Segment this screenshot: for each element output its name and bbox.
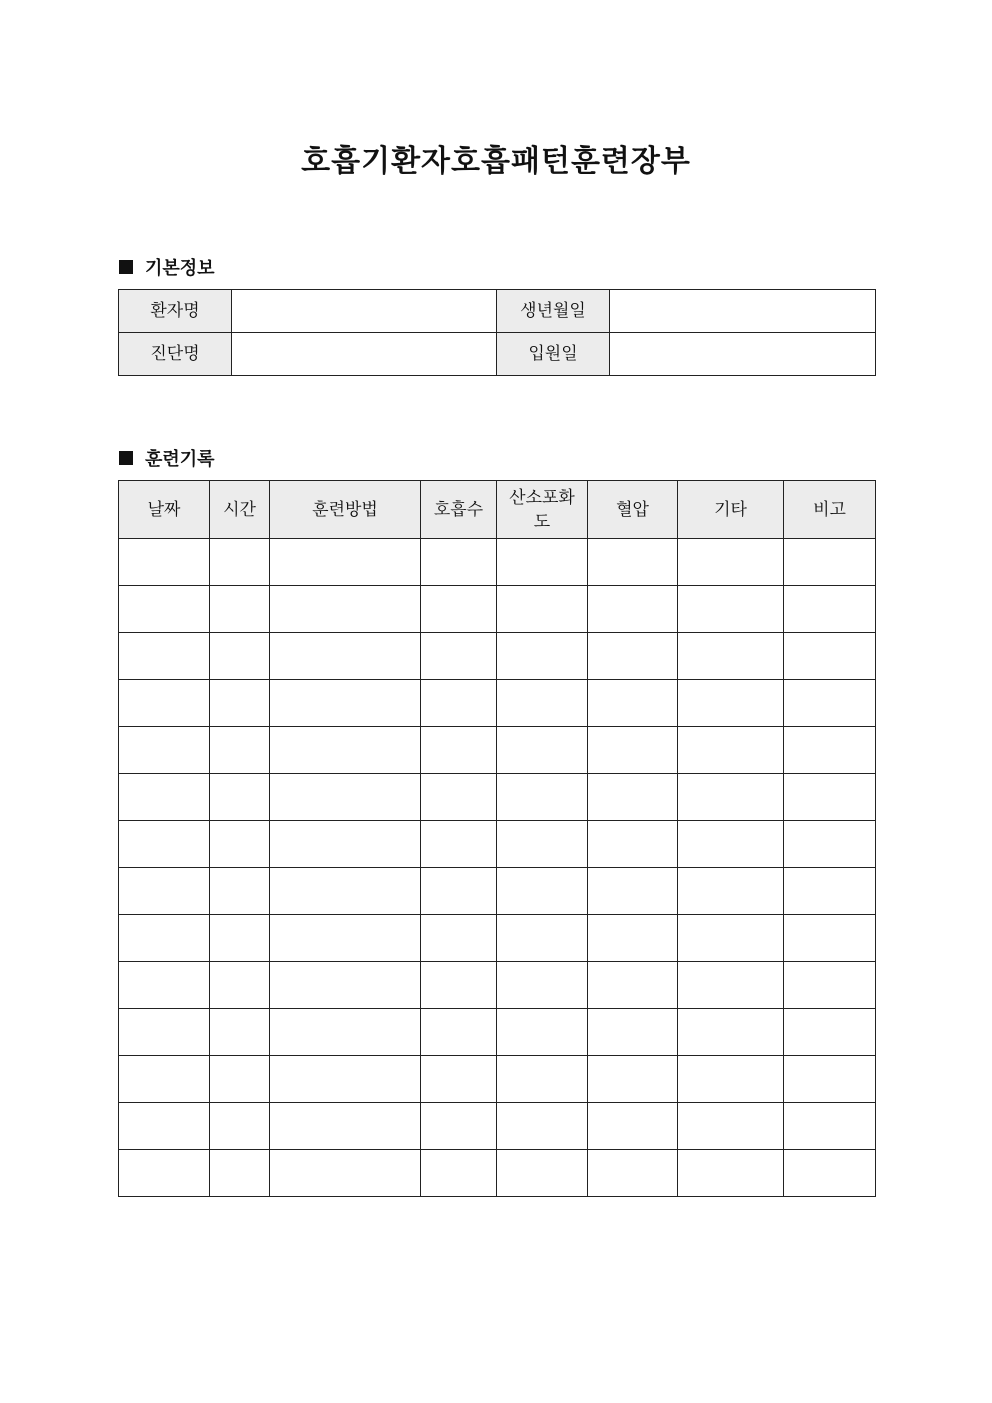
cell-time[interactable] [210, 727, 270, 774]
cell-time[interactable] [210, 1150, 270, 1197]
cell-blood-pressure[interactable] [588, 821, 678, 868]
cell-time[interactable] [210, 586, 270, 633]
cell-method[interactable] [270, 821, 421, 868]
cell-method[interactable] [270, 1103, 421, 1150]
cell-respiratory-rate[interactable] [421, 1056, 497, 1103]
cell-remarks[interactable] [784, 821, 876, 868]
cell-other[interactable] [678, 868, 784, 915]
cell-respiratory-rate[interactable] [421, 1103, 497, 1150]
table-row [119, 915, 876, 962]
cell-time[interactable] [210, 821, 270, 868]
cell-oxygen-saturation[interactable] [497, 1056, 588, 1103]
table-row [119, 727, 876, 774]
cell-method[interactable] [270, 868, 421, 915]
cell-date[interactable] [119, 774, 210, 821]
cell-date[interactable] [119, 821, 210, 868]
cell-blood-pressure[interactable] [588, 727, 678, 774]
diagnosis-field[interactable] [232, 333, 497, 376]
table-row [119, 868, 876, 915]
table-row [119, 1009, 876, 1056]
cell-oxygen-saturation[interactable] [497, 539, 588, 586]
cell-blood-pressure[interactable] [588, 633, 678, 680]
page-title: 호흡기환자호흡패턴훈련장부 [301, 144, 691, 179]
cell-remarks[interactable] [784, 586, 876, 633]
column-header-method: 훈련방법 [270, 481, 421, 539]
cell-time[interactable] [210, 962, 270, 1009]
cell-remarks[interactable] [784, 1056, 876, 1103]
cell-method[interactable] [270, 1056, 421, 1103]
cell-other[interactable] [678, 633, 784, 680]
basic-info-row [119, 290, 876, 333]
cell-date[interactable] [119, 915, 210, 962]
column-header-other: 기타 [678, 481, 784, 539]
table-row [119, 680, 876, 727]
cell-other[interactable] [678, 915, 784, 962]
cell-remarks[interactable] [784, 962, 876, 1009]
cell-other[interactable] [678, 539, 784, 586]
cell-oxygen-saturation[interactable] [497, 868, 588, 915]
cell-blood-pressure[interactable] [588, 1150, 678, 1197]
cell-respiratory-rate[interactable] [421, 868, 497, 915]
square-bullet-icon [119, 260, 133, 274]
cell-respiratory-rate[interactable] [421, 727, 497, 774]
table-row [119, 1056, 876, 1103]
cell-date[interactable] [119, 680, 210, 727]
cell-remarks[interactable] [784, 774, 876, 821]
cell-other[interactable] [678, 774, 784, 821]
cell-oxygen-saturation[interactable] [497, 962, 588, 1009]
patient-name-label: 환자명 [119, 290, 232, 333]
cell-date[interactable] [119, 1150, 210, 1197]
cell-blood-pressure[interactable] [588, 539, 678, 586]
column-header-remarks: 비고 [784, 481, 876, 539]
basic-info-heading [119, 254, 215, 280]
cell-other[interactable] [678, 1150, 784, 1197]
cell-oxygen-saturation[interactable] [497, 680, 588, 727]
column-header-oxygen-saturation-label: 산소포화도 [509, 487, 575, 532]
column-header-oxygen-saturation [497, 481, 588, 539]
cell-respiratory-rate[interactable] [421, 915, 497, 962]
cell-other[interactable] [678, 962, 784, 1009]
cell-blood-pressure[interactable] [588, 680, 678, 727]
diagnosis-label: 진단명 [119, 333, 232, 376]
cell-remarks[interactable] [784, 633, 876, 680]
cell-blood-pressure[interactable] [588, 915, 678, 962]
cell-date[interactable] [119, 539, 210, 586]
cell-respiratory-rate[interactable] [421, 633, 497, 680]
cell-time[interactable] [210, 1009, 270, 1056]
cell-remarks[interactable] [784, 1150, 876, 1197]
training-heading-label: 훈련기록 [145, 449, 215, 470]
cell-respiratory-rate[interactable] [421, 1009, 497, 1056]
cell-time[interactable] [210, 1056, 270, 1103]
cell-blood-pressure[interactable] [588, 774, 678, 821]
cell-remarks[interactable] [784, 915, 876, 962]
cell-date[interactable] [119, 633, 210, 680]
training-records-table [118, 480, 876, 1197]
cell-oxygen-saturation[interactable] [497, 915, 588, 962]
basic-info-row [119, 333, 876, 376]
cell-time[interactable] [210, 774, 270, 821]
cell-remarks[interactable] [784, 727, 876, 774]
cell-method[interactable] [270, 774, 421, 821]
birth-date-label: 생년월일 [497, 290, 610, 333]
cell-respiratory-rate[interactable] [421, 1150, 497, 1197]
column-header-respiratory-rate: 호흡수 [421, 481, 497, 539]
column-header-blood-pressure: 혈압 [588, 481, 678, 539]
cell-other[interactable] [678, 821, 784, 868]
table-row [119, 633, 876, 680]
cell-blood-pressure[interactable] [588, 1009, 678, 1056]
cell-time[interactable] [210, 633, 270, 680]
cell-time[interactable] [210, 680, 270, 727]
cell-respiratory-rate[interactable] [421, 774, 497, 821]
cell-method[interactable] [270, 633, 421, 680]
cell-other[interactable] [678, 727, 784, 774]
admission-date-label: 입원일 [497, 333, 610, 376]
cell-other[interactable] [678, 1009, 784, 1056]
cell-oxygen-saturation[interactable] [497, 1009, 588, 1056]
table-row [119, 1103, 876, 1150]
cell-remarks[interactable] [784, 1103, 876, 1150]
cell-blood-pressure[interactable] [588, 586, 678, 633]
table-row [119, 1150, 876, 1197]
cell-oxygen-saturation[interactable] [497, 727, 588, 774]
table-row [119, 962, 876, 1009]
cell-other[interactable] [678, 586, 784, 633]
birth-date-field[interactable] [610, 290, 876, 333]
cell-blood-pressure[interactable] [588, 962, 678, 1009]
basic-info-table [118, 289, 876, 376]
cell-method[interactable] [270, 962, 421, 1009]
cell-date[interactable] [119, 1103, 210, 1150]
table-row [119, 774, 876, 821]
column-header-date: 날짜 [119, 481, 210, 539]
table-header-row [119, 481, 876, 539]
cell-oxygen-saturation[interactable] [497, 1150, 588, 1197]
cell-date[interactable] [119, 1056, 210, 1103]
cell-date[interactable] [119, 962, 210, 1009]
square-bullet-icon [119, 451, 133, 465]
cell-method[interactable] [270, 915, 421, 962]
cell-remarks[interactable] [784, 868, 876, 915]
admission-date-field[interactable] [610, 333, 876, 376]
cell-time[interactable] [210, 868, 270, 915]
patient-name-field[interactable] [232, 290, 497, 333]
cell-date[interactable] [119, 1009, 210, 1056]
table-row [119, 586, 876, 633]
cell-time[interactable] [210, 915, 270, 962]
cell-remarks[interactable] [784, 539, 876, 586]
cell-blood-pressure[interactable] [588, 1103, 678, 1150]
cell-time[interactable] [210, 539, 270, 586]
cell-respiratory-rate[interactable] [421, 539, 497, 586]
cell-date[interactable] [119, 868, 210, 915]
basic-info-heading-label: 기본정보 [145, 258, 215, 279]
cell-oxygen-saturation[interactable] [497, 586, 588, 633]
cell-method[interactable] [270, 680, 421, 727]
cell-respiratory-rate[interactable] [421, 680, 497, 727]
table-row [119, 539, 876, 586]
column-header-time: 시간 [210, 481, 270, 539]
cell-respiratory-rate[interactable] [421, 962, 497, 1009]
cell-date[interactable] [119, 727, 210, 774]
cell-blood-pressure[interactable] [588, 868, 678, 915]
cell-remarks[interactable] [784, 1009, 876, 1056]
table-row [119, 821, 876, 868]
cell-oxygen-saturation[interactable] [497, 1103, 588, 1150]
cell-method[interactable] [270, 727, 421, 774]
cell-method[interactable] [270, 1009, 421, 1056]
cell-method[interactable] [270, 586, 421, 633]
cell-remarks[interactable] [784, 680, 876, 727]
cell-date[interactable] [119, 586, 210, 633]
cell-other[interactable] [678, 1056, 784, 1103]
training-heading [119, 445, 215, 471]
training-records-body [119, 539, 876, 1197]
cell-other[interactable] [678, 1103, 784, 1150]
cell-oxygen-saturation[interactable] [497, 633, 588, 680]
cell-respiratory-rate[interactable] [421, 586, 497, 633]
cell-method[interactable] [270, 1150, 421, 1197]
cell-blood-pressure[interactable] [588, 1056, 678, 1103]
cell-oxygen-saturation[interactable] [497, 774, 588, 821]
cell-oxygen-saturation[interactable] [497, 821, 588, 868]
cell-other[interactable] [678, 680, 784, 727]
cell-respiratory-rate[interactable] [421, 821, 497, 868]
cell-time[interactable] [210, 1103, 270, 1150]
cell-method[interactable] [270, 539, 421, 586]
